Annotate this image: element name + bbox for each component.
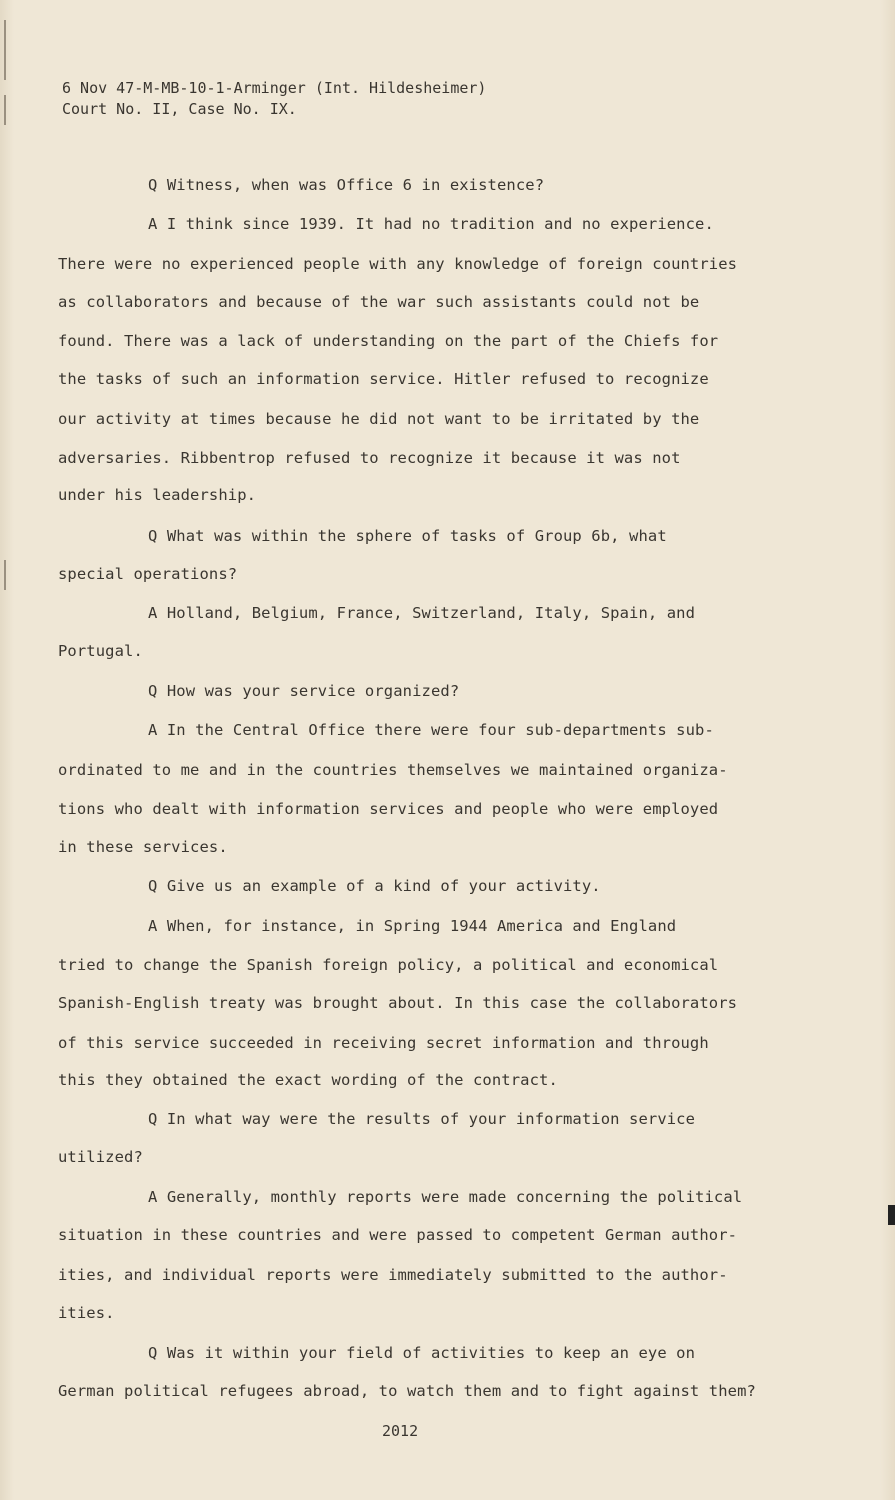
text-line: Portugal. — [58, 642, 143, 660]
text-line: adversaries. Ribbentrop refused to recognize it because it was not — [58, 449, 681, 467]
header-line-1: 6 Nov 47-M-MB-10-1-Arminger (Int. Hildesheimer) — [62, 79, 487, 97]
text-line: as collaborators and because of the war such assistants could not be — [58, 293, 700, 311]
header-line-2: Court No. II, Case No. IX. — [62, 100, 297, 118]
text-line: ordinated to me and in the countries themselves we maintained organiza- — [58, 761, 728, 779]
text-line: A When, for instance, in Spring 1944 America and England — [148, 917, 677, 935]
margin-mark — [4, 95, 6, 125]
text-line: Q What was within the sphere of tasks of Group 6b, what — [148, 527, 667, 545]
document-header — [62, 78, 486, 120]
text-line: found. There was a lack of understanding on the part of the Chiefs for — [58, 332, 719, 350]
text-line: Q Witness, when was Office 6 in existence? — [148, 176, 545, 194]
margin-mark — [4, 20, 6, 80]
text-line: A Holland, Belgium, France, Switzerland, Italy, Spain, and — [148, 604, 696, 622]
text-line: situation in these countries and were passed to competent German author- — [58, 1226, 738, 1244]
text-line: A Generally, monthly reports were made concerning the political — [148, 1188, 743, 1206]
text-line: tried to change the Spanish foreign policy, a political and economical — [58, 956, 719, 974]
text-line: this they obtained the exact wording of the contract. — [58, 1071, 558, 1089]
text-line: Q How was your service organized? — [148, 682, 460, 700]
text-line: utilized? — [58, 1148, 143, 1166]
edge-mark — [888, 1205, 895, 1225]
text-line: of this service succeeded in receiving secret information and through — [58, 1034, 709, 1052]
text-line: the tasks of such an information service. Hitler refused to recognize — [58, 370, 709, 388]
margin-mark — [4, 560, 6, 590]
text-line: There were no experienced people with any knowledge of foreign countries — [58, 255, 738, 273]
text-line: Q In what way were the results of your information service — [148, 1110, 696, 1128]
text-line: Q Give us an example of a kind of your activity. — [148, 877, 601, 895]
text-line: ities. — [58, 1304, 115, 1322]
text-line: Q Was it within your field of activities to keep an eye on — [148, 1344, 696, 1362]
text-line: special operations? — [58, 565, 238, 583]
text-line: A I think since 1939. It had no tradition and no experience. — [148, 215, 714, 233]
text-line: Spanish-English treaty was brought about. In this case the collaborators — [58, 994, 738, 1012]
text-line: our activity at times because he did not want to be irritated by the — [58, 410, 700, 428]
text-line: under his leadership. — [58, 486, 257, 504]
text-line: German political refugees abroad, to watch them and to fight against them? — [58, 1382, 756, 1400]
text-line: tions who dealt with information services and people who were employed — [58, 800, 719, 818]
page-number: 2012 — [382, 1422, 419, 1440]
text-line: in these services. — [58, 838, 228, 856]
text-line: ities, and individual reports were immediately submitted to the author- — [58, 1266, 728, 1284]
text-line: A In the Central Office there were four sub-departments sub- — [148, 721, 714, 739]
